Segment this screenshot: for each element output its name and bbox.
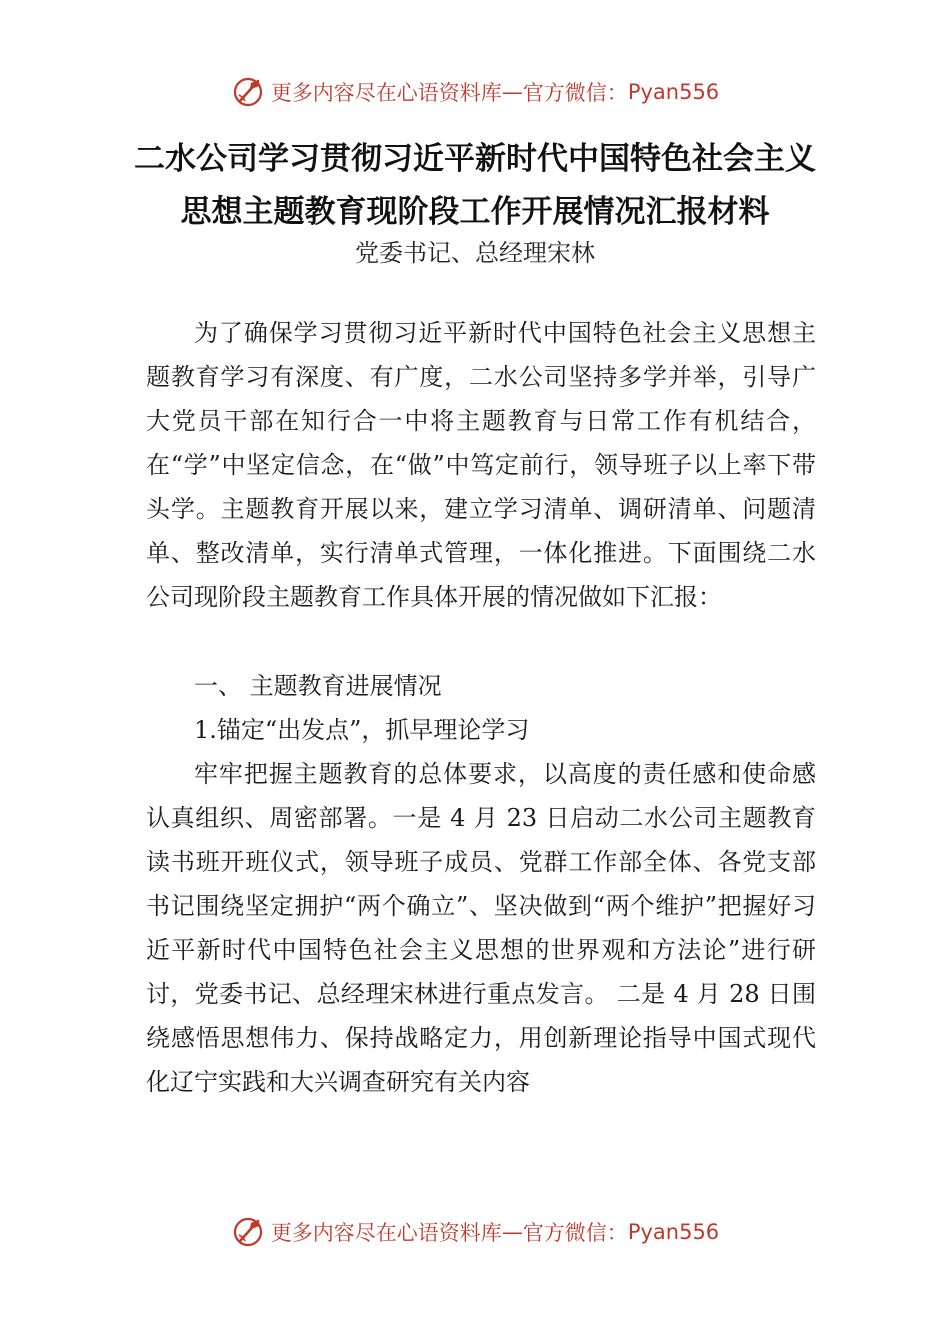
intro-paragraph: 为了确保学习贯彻习近平新时代中国特色社会主义思想主题教育学习有深度、有广度，二水公司坚持多学并举，引导广大党员干部在知行合一中将主题教育与日常工作有机结合，在“学”中坚定信念，在“做”中笃定前行，领导班子以上率下带头学。主题教育开展以来，建立学习清单、调研清单、问题清单、整改清单，实行清单式管理，一体化推进。下面围绕二水公司现阶段主题教育工作具体开展的情况做如下汇报： — [146, 319, 816, 611]
quill-seal-icon — [231, 1215, 265, 1249]
section-heading-block — [146, 664, 816, 708]
banner-wechat-id: Pyan556 — [627, 1220, 720, 1244]
banner-dash: — — [501, 1220, 523, 1244]
banner-official-label: 官方微信： — [522, 1221, 628, 1245]
intro-paragraph-block — [146, 311, 816, 619]
document-title-line1: 二水公司学习贯彻习近平新时代中国特色社会主义 — [134, 141, 816, 177]
document-author: 党委书记、总经理宋林 — [355, 239, 595, 267]
section-heading: 一、 主题教育进展情况 — [194, 672, 442, 700]
footer-banner — [0, 1212, 950, 1252]
banner-wechat-id: Pyan556 — [627, 80, 720, 104]
subsection-heading: 1.锚定“出发点”，抓早理论学习 — [194, 716, 530, 744]
body-paragraph: 牢牢把握主题教育的总体要求，以高度的责任感和使命感认真组织、周密部署。一是 4 月 23 日启动二水公司主题教育读书班开班仪式，领导班子成员、党群工作部全体、各党支部书记围绕坚定拥护“两个确立”、坚决做到“两个维护”把握好习近平新时代中国特色社会主义思想的世界观和方法论”进行研讨，党委书记、总经理宋林进行重点发言。 二是 4 月 28 日围绕感悟思想伟力、保持战略定力，用创新理论指导中国式现代化辽宁实践和大兴调查研究有关内容 — [146, 760, 816, 1096]
subsection-heading-block — [146, 708, 816, 752]
header-banner — [0, 72, 950, 112]
banner-official-label: 官方微信： — [522, 81, 628, 105]
banner-dash: — — [501, 80, 523, 104]
quill-seal-icon — [231, 75, 265, 109]
banner-text: 更多内容尽在心语资料库 — [270, 81, 502, 105]
banner-text: 更多内容尽在心语资料库 — [270, 1221, 502, 1245]
body-paragraph-block — [146, 752, 816, 1104]
document-title-line2: 思想主题教育现阶段工作开展情况汇报材料 — [180, 194, 770, 230]
